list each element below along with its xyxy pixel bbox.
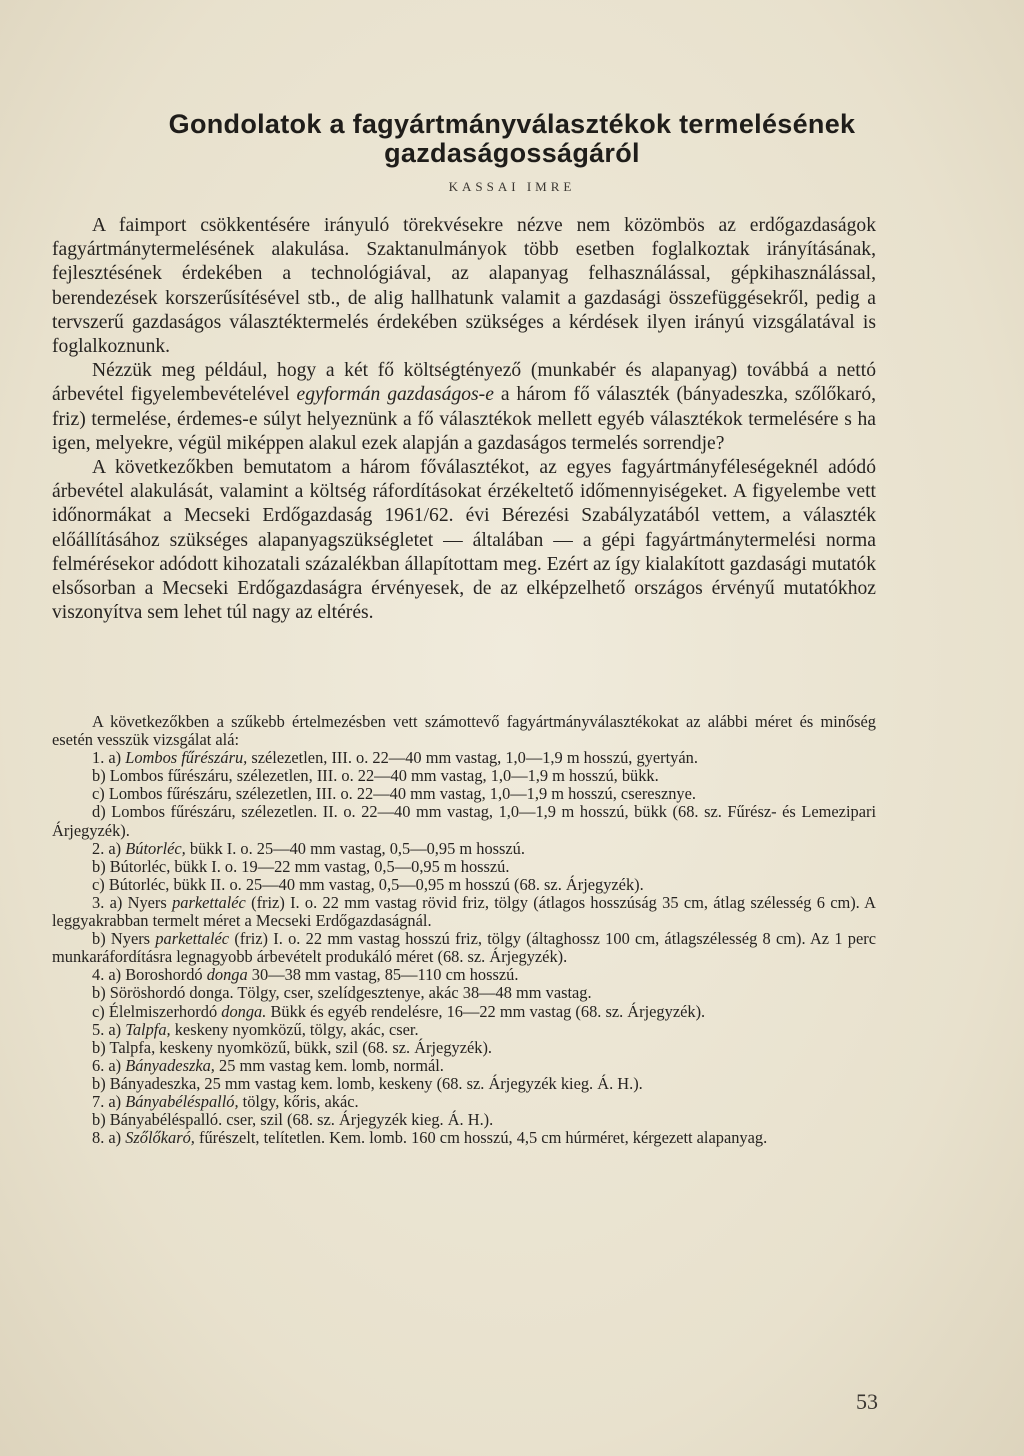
text-run: 3. a) Nyers: [92, 892, 173, 912]
text-run: 2. a): [92, 838, 126, 858]
list-item: b) Lombos fűrészáru, szélezetlen, III. o. 22—40 mm vastag, 1,0—1,9 m hosszú, bükk.: [92, 766, 659, 786]
italic-text: donga: [206, 965, 248, 985]
intro-section: [52, 214, 876, 625]
italic-text: Szőlőkaró,: [125, 1128, 195, 1148]
italic-text: Bányadeszka,: [125, 1055, 215, 1075]
list-item: b) Bányadeszka, 25 mm vastag kem. lomb, keskeny (68. sz. Árjegyzék kieg. Á. H.).: [92, 1073, 643, 1093]
paragraph: A faimport csökkentésére irányuló törekvésekre nézve nem közömbös az erdőgazdaságok fagyártmánytermelésének alakulása. Szaktanulmányok több esetben foglalkoztak irányításának, fejlesztésének érdekében a technológiával, az alapanyag felhasználással, gépkihasználással, berendezések korszerűsítésével stb., de alig hallhatunk valamit a gazdasági összefüggésekről, pedig a tervszerű gazdaságos választéktermelés érdekében szükséges a kérdések ilyen irányú vizsgálatával is foglalkoznunk.: [52, 215, 876, 358]
list-item: c) Bútorléc, bükk II. o. 25—40 mm vastag, 0,5—0,95 m hosszú (68. sz. Árjegyzék).: [92, 874, 644, 894]
text-run: 8. a): [92, 1128, 126, 1148]
text-run: fűrészelt, telítetlen. Kem. lomb. 160 cm hosszú, 4,5 cm húrméret, kérgezett alapanyag.: [194, 1128, 768, 1148]
list-item: [52, 1021, 876, 1039]
text-run: tölgy, kőris, akác.: [238, 1091, 359, 1111]
italic-text: Talpfa,: [125, 1019, 171, 1039]
paragraph: A következőkben bemutatom a három főválasztékot, az egyes fagyártmányféleségeknél adódó árbevétel alakulását, valamint a költség ráfordításokat érzékeltető időmennyiségeket. A figyelembe vett időnormákat a Mecseki Erdőgazdaság 1961/62. évi Bérezési Szabályzatából vettem, a választék előállításához szükséges alapanyagszükségletet — általában — a gépi fagyártmánytermelési norma felmérésekor adódott kihozatali százalékban állapítottam meg. Ezért az így kialakított gazdasági mutatók elsősorban a Mecseki Erdőgazdaságra érvényesek, de az elképzelhető országos érvényű mutatókhoz viszonyítva sem lehet túl nagy az eltérés.: [52, 457, 876, 624]
list-item: [52, 840, 876, 858]
italic-text: Lombos fűrészáru,: [125, 748, 248, 768]
list-item: [52, 1003, 876, 1021]
article-title: Gondolatok a fagyártmányválasztékok termelésének gazdaságosságáról: [168, 109, 856, 168]
list-item: b) Bányabéléspalló. cser, szil (68. sz. Árjegyzék kieg. Á. H.).: [92, 1110, 494, 1130]
text-run: 4. a) Boroshordó: [92, 965, 207, 985]
list-item: [52, 894, 876, 930]
text-run: szélezetlen, III. o. 22—40 mm vastag, 1,0—1,9 m hosszú, gyertyán.: [247, 748, 698, 768]
italic-text: parkettaléc: [172, 892, 246, 912]
text-run: 1. a): [92, 748, 126, 768]
list-item: b) Söröshordó donga. Tölgy, cser, szelídgesztenye, akác 38—48 mm vastag.: [92, 983, 592, 1003]
author-name: KASSAI IMRE: [448, 179, 576, 194]
page-number: 53: [856, 1389, 878, 1414]
text-run: Nézzük meg például, hogy a két fő költségtényező (munkabér és alapanyag) továbbá a nettó árbevétel figyelembevételével: [52, 360, 876, 406]
list-item: [52, 749, 876, 767]
text-run: 30—38 mm vastag, 85—110 cm hosszú.: [247, 965, 519, 985]
italic-text: Bányabéléspalló,: [125, 1091, 239, 1111]
text-run: c) Élelmiszerhordó: [92, 1001, 222, 1021]
italic-text: parkettaléc: [155, 929, 230, 949]
italic-text: egyformán gazdaságos-e: [296, 384, 494, 406]
text-run: 5. a): [92, 1019, 126, 1039]
list-item: [52, 930, 876, 966]
text-run: bükk I. o. 25—40 mm vastag, 0,5—0,95 m hosszú.: [185, 838, 525, 858]
assortment-list: [52, 713, 876, 1147]
list-intro: A következőkben a szűkebb értelmezésben vett számottevő fagyártmányválasztékokat az alábbi méret és minőség esetén vesszük vizsgálat alá:: [52, 712, 876, 750]
list-item: [52, 1129, 876, 1147]
text-run: 6. a): [92, 1055, 126, 1075]
text-run: a három fő választék (bányadeszka, szőlőkaró, friz) termelése, érdemes-e súlyt helyeznünk a fő választékok mellett egyéb választékok termelésére s ha igen, melyekre, végül miképpen alakul ezek alapján a gazdaságos termelés sorrendje?: [52, 384, 877, 454]
list-item: b) Talpfa, keskeny nyomközű, bükk, szil (68. sz. Árjegyzék).: [92, 1037, 493, 1057]
list-item: c) Lombos fűrészáru, szélezetlen, III. o. 22—40 mm vastag, 1,0—1,9 m hosszú, cseresznye.: [92, 784, 696, 804]
list-item: b) Bútorléc, bükk I. o. 19—22 mm vastag, 0,5—0,95 m hosszú.: [92, 856, 510, 876]
italic-text: Bútorléc,: [125, 838, 186, 858]
italic-text: donga.: [221, 1001, 267, 1021]
text-run: 7. a): [92, 1091, 126, 1111]
text-run: Bükk és egyéb rendelésre, 16—22 mm vastag (68. sz. Árjegyzék).: [266, 1001, 706, 1021]
list-item: [52, 1093, 876, 1111]
text-run: (friz) I. o. 22 mm vastag rövid friz, tölgy (átlagos hosszúság 35 cm, átlag szélesség 6 cm). A leggyakrabban termelt méret a Mecseki Erdőgazdaságnál.: [52, 892, 877, 931]
text-run: keskeny nyomközű, tölgy, akác, cser.: [170, 1019, 419, 1039]
text-run: (friz) I. o. 22 mm vastag hosszú friz, tölgy (áltaghossz 100 cm, átlagszélesség 8 cm). Az 1 perc munkaráfordításra legnagyobb árbevételt produkáló méret (68. sz. Árjegyzék).: [52, 929, 876, 967]
list-item: d) Lombos fűrészáru, szélezetlen. II. o. 22—40 mm vastag, 1,0—1,9 m hosszú, bükk (68. sz. Fűrész- és Lemezipari Árjegyzék).: [52, 802, 876, 840]
text-run: 25 mm vastag kem. lomb, normál.: [214, 1055, 444, 1075]
list-item: [52, 1057, 876, 1075]
text-run: b) Nyers: [92, 929, 156, 949]
list-item: [52, 966, 876, 984]
paragraph: [52, 359, 876, 456]
